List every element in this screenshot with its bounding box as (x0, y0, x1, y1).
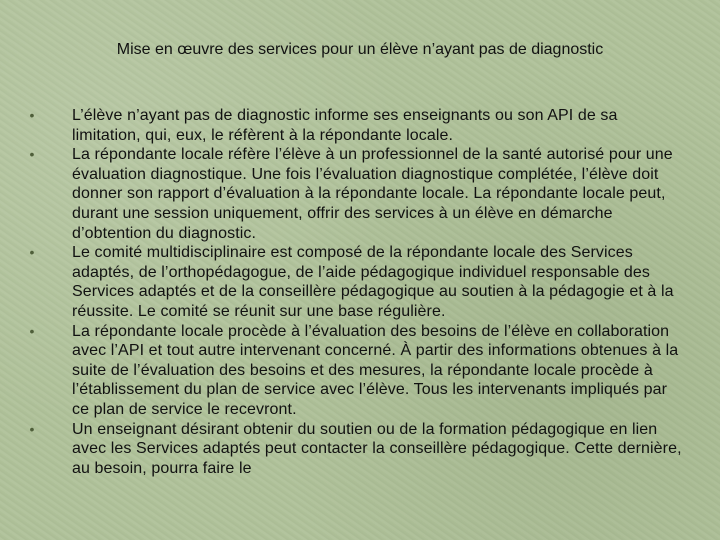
list-item (26, 106, 686, 145)
bullet-text: La répondante locale réfère l’élève à un professionnel de la santé autorisé pour une évaluation diagnostique. Une fois l’évaluation diagnostique complétée, l’élève doit donner son rapport d’évaluation à la répondante locale. La répondante locale peut, durant une session uniquement, offrir des services à un élève en démarche d’obtention du diagnostic. (72, 146, 673, 242)
bullet-text: La répondante locale procède à l’évaluation des besoins de l’élève en collaboration avec l’API et tout autre intervenant concerné. À partir des informations obtenues à la suite de l’évaluation des besoins et des mesures, la répondante locale procède à l’établissement du plan de service avec l’élève. Tous les intervenants impliqués par ce plan de service le recevront. (72, 322, 679, 418)
list-item (26, 322, 686, 420)
bullet-icon: • (29, 420, 35, 437)
bullet-list (26, 106, 686, 478)
bullet-text: Le comité multidisciplinaire est composé de la répondante locale des Services adaptés, de l’orthopédagogue, de l’aide pédagogique individuel responsable des Services adaptés et de la conseillère pédagogique au soutien à la pédagogie et à la réussite. Le comité se réunit sur une base régulière. (72, 244, 674, 320)
bullet-icon: • (29, 322, 35, 339)
bullet-icon: • (29, 244, 35, 261)
bullet-text: Un enseignant désirant obtenir du soutien ou de la formation pédagogique en lien avec les Services adaptés peut contacter la conseillère pédagogique. Cette dernière, au besoin, pourra faire le (72, 420, 682, 477)
bullet-text: L’élève n’ayant pas de diagnostic informe ses enseignants ou son API de sa limitation, qui, eux, le réfèrent à la répondante locale. (72, 107, 618, 144)
list-item (26, 145, 686, 243)
slide-title: Mise en œuvre des services pour un élève n’ayant pas de diagnostic (116, 41, 604, 58)
list-item (26, 243, 686, 321)
bullet-icon: • (29, 146, 35, 163)
bullet-icon: • (29, 107, 35, 123)
list-item (26, 420, 686, 479)
